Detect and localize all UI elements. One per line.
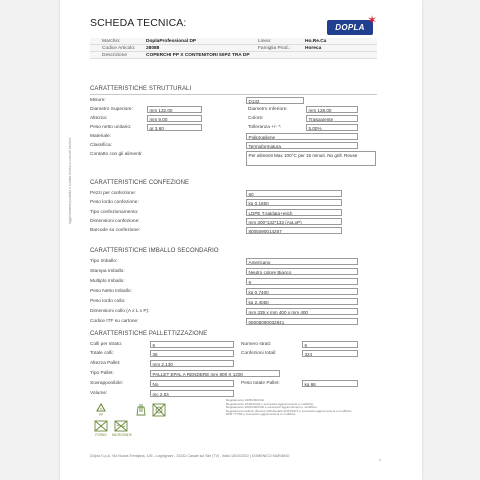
sidebar-note: Aggiornamento prodotto e scheda tecnica a cura del fornitore [68, 137, 72, 224]
package-dimensions-value: mm 300*132*132 (AxLxP) [246, 218, 342, 225]
header-row-description [90, 52, 377, 59]
description-label: Descrizione [102, 52, 128, 58]
box-dimensions-label: Dimensioni collo (A x L x P): [90, 309, 150, 314]
logo-wordmark: DOPLA [327, 20, 373, 35]
food-safe-icon [132, 402, 150, 419]
pallet-height-label: Altezza Pallet: [90, 361, 121, 366]
pallet-weight-value: kg 86 [302, 380, 358, 387]
packaging-type-value: LDPE T.saldata+etich [246, 209, 342, 216]
no-dishwasher-icon [150, 402, 168, 419]
family-label: Famiglia Prod.: [258, 45, 291, 51]
material-value: Polipropilene [246, 133, 358, 140]
top-diameter-value: mm 132,00 [147, 106, 202, 113]
itf-code-label: Codice ITF su cartone: [90, 319, 139, 324]
cases-per-layer-value: 6 [150, 341, 234, 348]
package-barcode-label: Barcode su confezione: [90, 228, 141, 233]
total-cases-label: Totale colli: [90, 351, 114, 356]
itf-code-value: 08005090032841 [246, 318, 358, 325]
stackable-value: No [150, 380, 234, 387]
height-label: Altezza: [90, 116, 108, 121]
logo-star-icon: ✶ [367, 13, 378, 27]
box-multiple-label: Multiplo Imballo: [90, 279, 125, 284]
color-label: Colore: [248, 116, 264, 121]
regulation-line: Regolamento italiano (Decreto Ministeriale 21/03/1973 e successivi aggiornamenti e modifiche [226, 408, 352, 413]
food-contact-label: Contatto con gli alimenti: [90, 152, 143, 157]
section-divider [90, 94, 377, 95]
code-label: Codice Articolo: [102, 45, 136, 51]
line-label: Linea: [258, 38, 272, 44]
pieces-label: Pezzi per confezione: [90, 191, 136, 196]
box-type-label: Tipo Imballo: [90, 259, 118, 264]
tolerance-value: 5,00% [306, 124, 358, 131]
stackable-label: Sovrapponibile: [90, 381, 124, 386]
description-value: COPERCHI PP X CONTENITORI 50PZ TRA DP [146, 52, 250, 58]
box-print-label: Stampa Imballo: [90, 269, 125, 274]
bottom-diameter-value: mm 128,00 [306, 106, 358, 113]
svg-text:5: 5 [100, 407, 102, 412]
total-packages-label: Confezioni totali: [241, 351, 277, 356]
header-row-code [90, 45, 377, 52]
height-value: mm 9,00 [147, 115, 202, 122]
regulation-line: DPR 777/82 e successivi aggiornamenti e modifiche [226, 412, 296, 417]
section-heading-pallet: CARATTERISTICHE PALLETTIZZAZIONE [90, 331, 208, 337]
bottom-diameter-label: Diametro Inferiore: [248, 107, 288, 112]
classification-label: Classifica: [90, 143, 112, 148]
size-label: Misure: [90, 98, 106, 103]
box-gross-weight-label: Peso lordo collo: [90, 299, 126, 304]
page-number: 1 [379, 458, 381, 462]
pallet-type-label: Tipo Pallet: [90, 371, 114, 376]
unit-weight-label: Peso netto unitario: [90, 125, 132, 130]
tolerance-label: Tolleranza +/- *: [248, 125, 282, 130]
total-packages-value: 324 [302, 350, 358, 357]
box-type-value: Americano [246, 258, 358, 265]
total-cases-value: 36 [150, 350, 234, 357]
pieces-value: 50 [246, 190, 342, 197]
footer-text: DOpla S.p.A. Via Nuova Trentjana, 126 - Loghignani - 31032 Casale sul Sile (TV) - Italia 18/10/2022 | DOMENICO MARIANO [90, 454, 290, 458]
box-print-value: Neutro colore Bianco [246, 268, 358, 275]
recycle-pp-icon [92, 402, 110, 419]
icon-caption: MICROONDE [112, 433, 132, 437]
document-title: SCHEDA TECNICA: [90, 17, 187, 29]
material-label: Materiale: [90, 134, 112, 139]
volume-label: Volume: [90, 391, 108, 396]
brand-value: DoplaProfessional DP [146, 38, 197, 44]
layers-label: Numero strati: [241, 342, 272, 347]
no-microwave-icon [112, 420, 130, 437]
top-diameter-label: Diametro Superiore: [90, 107, 133, 112]
section-heading-package: CARATTERISTICHE CONFEZIONE [90, 180, 190, 186]
cases-per-layer-label: Colli per strato: [90, 342, 123, 347]
size-value: D132 [246, 97, 304, 104]
section-heading-secondary-pack: CARATTERISTICHE IMBALLO SECONDARIO [90, 248, 219, 254]
pallet-type-value: PALLET EPAL A RENDERE mm 800 X 1200 [150, 370, 280, 377]
package-weight-value: kg 0,1850 [246, 199, 342, 206]
icon-caption: FORNO [95, 433, 107, 437]
regulation-line: Regolamento 10/2011/CE e successivi aggiornamenti e modifiche [226, 401, 314, 406]
box-net-weight-label: Peso Netto Imballo: [90, 289, 132, 294]
volume-value: mc 2,04 [150, 390, 234, 397]
packaging-type-label: Tipo confezionamento: [90, 210, 139, 215]
section-heading-structural: CARATTERISTICHE STRUTTURALI [90, 86, 192, 92]
classification-value: Termoformatura [246, 142, 358, 149]
svg-text:PP: PP [98, 413, 104, 417]
pallet-weight-label: Peso totale Pallet: [241, 381, 280, 386]
regulation-line: Regolamento 2023/2006/CE e successivi aggiornamenti e modifiche [226, 405, 317, 410]
box-gross-weight-value: kg 2,4050 [246, 298, 358, 305]
box-multiple-value: 9 [246, 278, 358, 285]
brand-label: Marchio: [102, 38, 121, 44]
package-weight-label: Peso lordo confezione: [90, 200, 139, 205]
line-value: Ho.Re.Ca [305, 38, 327, 44]
brand-logo [325, 14, 380, 38]
code-value: 28088 [146, 45, 160, 51]
product-header [90, 38, 377, 64]
box-net-weight-value: kg 0,7400 [246, 288, 358, 295]
regulation-line: Regolamento 1935/2004/CE [226, 398, 264, 402]
family-value: Horeca [305, 45, 322, 51]
no-oven-icon [92, 420, 110, 437]
food-contact-value: Per alimenti Max 100°C per 15 minuti. No grill. Reuse [246, 151, 376, 166]
header-row-brand [90, 38, 377, 45]
unit-weight-value: gr 3,60 [147, 124, 202, 131]
box-dimensions-value: mm 335 x mm 400 x mm 400 [246, 308, 358, 315]
package-barcode-value: 8005090014267 [246, 227, 342, 234]
package-dimensions-label: Dimensioni confezione: [90, 219, 140, 224]
layers-value: 6 [302, 341, 358, 348]
regulations-note [226, 399, 366, 417]
pallet-height-value: mm 2.130 [150, 360, 234, 367]
color-value: Trasparente [306, 115, 358, 122]
